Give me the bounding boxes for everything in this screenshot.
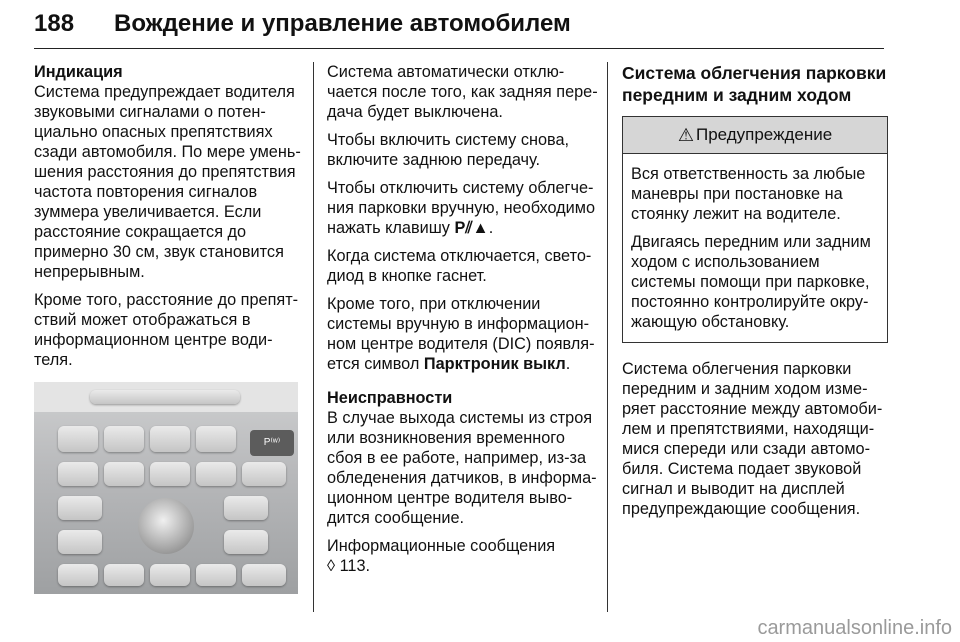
paragraph	[327, 130, 595, 170]
text-line: Кроме того, при отключении	[327, 295, 541, 313]
text-line: дится сообщение.	[327, 509, 465, 527]
photo-panel-button	[242, 564, 286, 586]
text-fragment: .	[565, 355, 571, 373]
text-line: Кроме того, расстояние до препят-	[34, 291, 299, 309]
text-line: или возникновения временного	[327, 429, 565, 447]
photo-panel-button	[224, 496, 268, 520]
page-reference[interactable]	[327, 556, 595, 576]
text-line: биля. Система подает звуковой	[622, 460, 862, 478]
photo-panel-button	[150, 426, 190, 452]
paragraph	[327, 178, 595, 238]
paragraph	[327, 294, 595, 374]
photo-panel-button	[58, 530, 102, 554]
text-line: звуковыми сигналами о потен-	[34, 103, 266, 121]
paragraph	[327, 246, 595, 286]
text-line: Система предупреждает водителя	[34, 83, 295, 101]
text-line: ствий может отображаться в	[34, 311, 251, 329]
parking-key-symbol: P⫽▲	[454, 219, 489, 237]
text-line: дача будет выключена.	[327, 103, 503, 121]
heading-line: передним и задним ходом	[622, 85, 852, 105]
text-line: чается после того, как задняя пере-	[327, 83, 598, 101]
paragraph	[327, 536, 595, 576]
column-divider	[313, 62, 314, 612]
text-line: Система автоматически отклю-	[327, 63, 565, 81]
text-line: ряет расстояние между автомоби-	[622, 400, 883, 418]
text-line: Система облегчения парковки	[622, 360, 852, 378]
photo-panel-button	[58, 564, 98, 586]
page-number: 188	[34, 10, 75, 37]
text-line: системы вручную в информацион-	[327, 315, 590, 333]
photo-panel-button	[224, 530, 268, 554]
paragraph	[327, 408, 595, 528]
text-line: информационном центре води-	[34, 331, 273, 349]
text-line: сигнал и выводит на дисплей	[622, 480, 845, 498]
photo-panel-button	[150, 462, 190, 486]
parking-assist-button: P⁽ʷ⁾	[250, 430, 294, 456]
text-line: маневры при постановке на	[631, 185, 843, 203]
text-line: частота повторения сигналов	[34, 183, 258, 201]
text-line: Информационные сообщения	[327, 537, 556, 555]
paragraph	[622, 359, 888, 519]
parktronic-off-symbol: Парктроник выкл	[423, 355, 566, 373]
text-line: передним и задним ходом изме-	[622, 380, 868, 398]
text-line: теля.	[34, 351, 73, 369]
text-line: системы помощи при парковке,	[631, 273, 870, 291]
photo-panel-button	[58, 426, 98, 452]
watermark: carmanualsonline.info	[757, 617, 952, 639]
text-line: Вся ответственность за любые	[631, 165, 866, 183]
photo-panel-button	[58, 496, 102, 520]
paragraph	[34, 82, 302, 282]
text-line: зуммера увеличивается. Если	[34, 203, 262, 221]
text-line: ния парковки вручную, необходимо	[327, 199, 596, 217]
photo-panel-button	[104, 462, 144, 486]
heading-line: Система облегчения парковки	[622, 63, 887, 83]
photo-panel-button	[196, 426, 236, 452]
text-line: жающую обстановку.	[631, 313, 790, 331]
text-line: диод в кнопке гаснет.	[327, 267, 487, 285]
text-line: ходом с использованием	[631, 253, 820, 271]
reference-page-number: 113.	[335, 557, 371, 575]
rotary-knob	[138, 498, 194, 554]
text-line: предупреждающие сообщения.	[622, 500, 861, 518]
text-line: сзади автомобиля. По мере умень-	[34, 143, 301, 161]
paragraph	[34, 290, 302, 370]
photo-panel-button	[196, 564, 236, 586]
paragraph	[327, 62, 598, 122]
text-line: включите заднюю передачу.	[327, 151, 541, 169]
photo-panel-button	[104, 426, 144, 452]
section-heading-indication: Индикация	[34, 63, 123, 81]
column-2	[327, 62, 598, 584]
section-heading-faults: Неисправности	[327, 389, 453, 407]
warning-title: Предупреждение	[695, 125, 833, 144]
photo-panel-button	[196, 462, 236, 486]
text-line: шения расстояния до препятствия	[34, 163, 296, 181]
photo-panel-button	[90, 390, 240, 404]
text-line: Чтобы включить систему снова,	[327, 131, 570, 149]
text-line: циально опасных препятствиях	[34, 123, 273, 141]
text-fragment: .	[488, 219, 494, 237]
photo-panel-button	[242, 462, 286, 486]
photo-panel-button	[58, 462, 98, 486]
page-title: Вождение и управление автомобилем	[114, 10, 571, 37]
text-line: В случае выхода системы из строя	[327, 409, 593, 427]
photo-panel-button	[150, 564, 190, 586]
text-line: Чтобы отключить систему облегче-	[327, 179, 594, 197]
text-line: мися спереди или сзади автомо-	[622, 440, 870, 458]
text-line	[327, 218, 595, 238]
text-line: ном центре водителя (DIC) появля-	[327, 335, 595, 353]
paragraph	[631, 232, 879, 332]
text-line	[327, 354, 595, 374]
reference-arrow-icon: ◊	[327, 557, 336, 575]
text-line: стоянку лежит на водителе.	[631, 205, 841, 223]
text-fragment: нажать клавишу	[327, 219, 455, 237]
column-3	[622, 62, 888, 527]
text-fragment: ется символ	[327, 355, 424, 373]
warning-header	[623, 117, 887, 154]
column-divider	[607, 62, 608, 612]
photo-panel-button	[104, 564, 144, 586]
text-line: непрерывным.	[34, 263, 145, 281]
text-line: обледенения датчиков, в информа-	[327, 469, 597, 487]
header-divider	[34, 48, 884, 49]
column-1	[34, 62, 302, 404]
warning-box	[622, 116, 888, 343]
paragraph	[631, 164, 879, 224]
warning-body	[623, 154, 887, 342]
text-line: ционном центре водителя выво-	[327, 489, 573, 507]
text-line: расстояние сокращается до	[34, 223, 247, 241]
text-line: постоянно контролируйте окру-	[631, 293, 869, 311]
text-line: примерно 30 см, звук становится	[34, 243, 284, 261]
text-line: Когда система отключается, свето-	[327, 247, 592, 265]
section-heading-parking-assist	[622, 62, 888, 106]
warning-triangle-icon: ⚠	[677, 125, 694, 145]
text-line: Двигаясь передним или задним	[631, 233, 871, 251]
page-header	[34, 8, 884, 48]
text-line: лем и препятствиями, находящи-	[622, 420, 875, 438]
control-panel-photo	[34, 382, 298, 594]
text-line: сбоя в ее работе, например, из-за	[327, 449, 587, 467]
